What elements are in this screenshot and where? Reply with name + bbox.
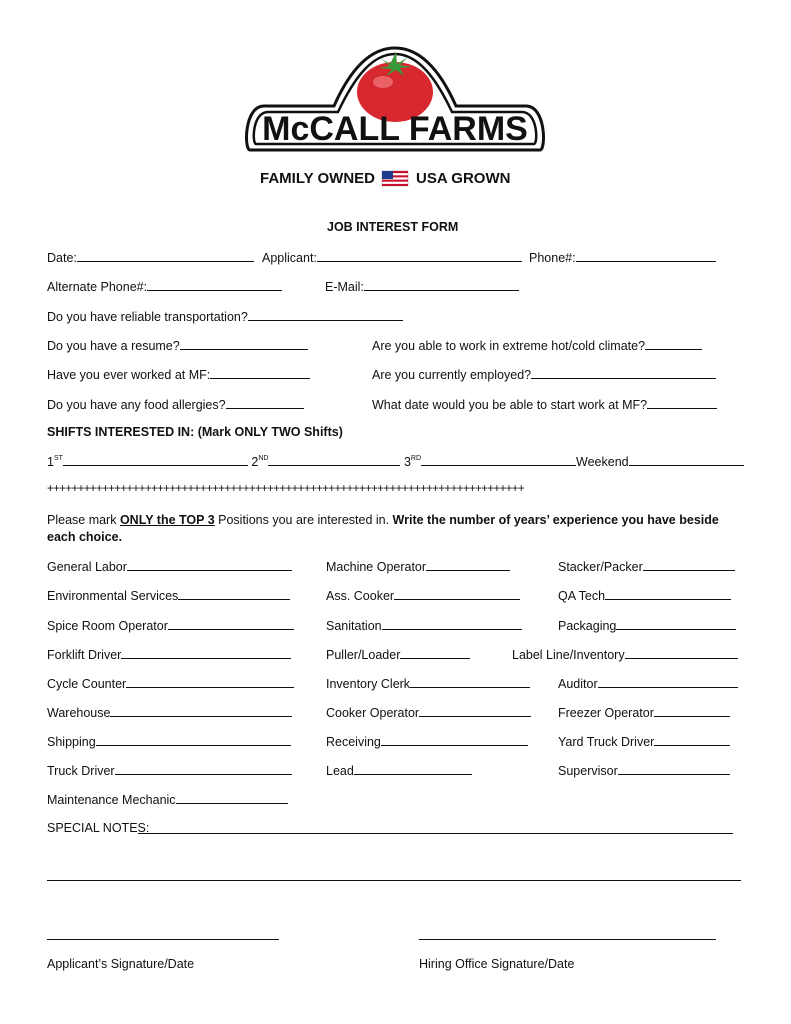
- applicant-signature-field[interactable]: [47, 939, 279, 940]
- position-general-labor: General Labor: [47, 559, 292, 574]
- position-sanitation: Sanitation: [326, 618, 522, 633]
- position-field[interactable]: [426, 559, 510, 571]
- position-field[interactable]: [654, 705, 730, 717]
- position-field[interactable]: [96, 734, 291, 746]
- shift-third-label: 3RD: [403, 455, 422, 469]
- resume-field[interactable]: [180, 338, 308, 350]
- date-field[interactable]: [77, 250, 254, 262]
- position-field[interactable]: [382, 618, 522, 630]
- position-field[interactable]: [394, 588, 520, 600]
- transport-field[interactable]: [248, 309, 403, 321]
- position-freezer-operator: Freezer Operator: [558, 705, 730, 720]
- phone-label: Phone#:: [529, 251, 576, 265]
- date-row: [47, 250, 254, 265]
- position-field[interactable]: [605, 588, 731, 600]
- position-environmental-services: Environmental Services: [47, 588, 290, 603]
- worked-row: [47, 367, 310, 382]
- shift-second-field[interactable]: [268, 454, 400, 466]
- position-cycle-counter: Cycle Counter: [47, 676, 294, 691]
- position-field[interactable]: [115, 763, 292, 775]
- position-field[interactable]: [176, 792, 288, 804]
- position-forklift-driver: Forklift Driver: [47, 647, 291, 662]
- shift-first-label: 1ST: [47, 455, 63, 469]
- email-field[interactable]: [364, 279, 519, 291]
- alt-phone-label: Alternate Phone#:: [47, 280, 148, 294]
- shifts-heading: SHIFTS INTERESTED IN: (Mark ONLY TWO Shifts): [47, 425, 343, 439]
- phone-row: [529, 250, 716, 265]
- shift-weekend-label: Weekend: [576, 455, 629, 469]
- allergies-label: Do you have any food allergies?: [47, 398, 226, 412]
- instructions-line-2: each choice.: [47, 530, 123, 544]
- applicant-label: Applicant:: [262, 251, 317, 265]
- transport-label: Do you have reliable transportation?: [47, 310, 248, 324]
- climate-field[interactable]: [645, 338, 702, 350]
- employed-label: Are you currently employed?: [372, 368, 532, 382]
- special-notes-label: SPECIAL NOTES:: [47, 821, 150, 835]
- allergies-field[interactable]: [226, 397, 304, 409]
- form-title: JOB INTEREST FORM: [327, 220, 459, 234]
- applicant-field[interactable]: [317, 250, 522, 262]
- position-lead: Lead: [326, 763, 472, 778]
- position-field[interactable]: [126, 676, 294, 688]
- resume-row: [47, 338, 308, 353]
- position-field[interactable]: [178, 588, 290, 600]
- brand-name: McCALL FARMS: [262, 110, 528, 148]
- position-field[interactable]: [643, 559, 735, 571]
- position-field[interactable]: [110, 705, 292, 717]
- date-label: Date:: [47, 251, 77, 265]
- position-shipping: Shipping: [47, 734, 291, 749]
- start-date-row: [372, 397, 717, 412]
- phone-field[interactable]: [576, 250, 716, 262]
- position-stacker-packer: Stacker/Packer: [558, 559, 735, 574]
- employed-field[interactable]: [531, 367, 716, 379]
- tagline-right: USA GROWN: [416, 170, 511, 187]
- allergies-row: [47, 397, 304, 412]
- alt-phone-row: [47, 279, 282, 294]
- transport-row: [47, 309, 403, 324]
- position-field[interactable]: [410, 676, 530, 688]
- shifts-row: [47, 454, 744, 469]
- position-yard-truck-driver: Yard Truck Driver: [558, 734, 730, 749]
- employed-row: [372, 367, 716, 382]
- start-date-field[interactable]: [647, 397, 717, 409]
- position-field[interactable]: [618, 763, 730, 775]
- position-machine-operator: Machine Operator: [326, 559, 510, 574]
- position-field[interactable]: [168, 618, 294, 630]
- position-field[interactable]: [121, 647, 291, 659]
- position-field[interactable]: [127, 559, 292, 571]
- hiring-signature-label: Hiring Office Signature/Date: [419, 957, 575, 971]
- alt-phone-field[interactable]: [147, 279, 282, 291]
- position-field[interactable]: [381, 734, 528, 746]
- resume-label: Do you have a resume?: [47, 339, 180, 353]
- position-label-line-inventory: Label Line/Inventory: [512, 647, 738, 662]
- climate-row: [372, 338, 702, 353]
- position-ass-cooker: Ass. Cooker: [326, 588, 520, 603]
- tagline-left: FAMILY OWNED: [259, 170, 375, 187]
- applicant-row: [262, 250, 522, 265]
- shift-third-field[interactable]: [421, 454, 576, 466]
- position-field[interactable]: [654, 734, 730, 746]
- position-field[interactable]: [400, 647, 470, 659]
- applicant-signature-label: Applicant’s Signature/Date: [47, 957, 195, 971]
- position-inventory-clerk: Inventory Clerk: [326, 676, 530, 691]
- position-maintenance-mechanic: Maintenance Mechanic: [47, 792, 288, 807]
- position-spice-room-operator: Spice Room Operator: [47, 618, 294, 633]
- shift-first-field[interactable]: [63, 454, 248, 466]
- position-truck-driver: Truck Driver: [47, 763, 292, 778]
- climate-label: Are you able to work in extreme hot/cold climate?: [372, 339, 646, 353]
- shift-weekend-field[interactable]: [629, 454, 744, 466]
- position-field[interactable]: [354, 763, 472, 775]
- position-receiving: Receiving: [326, 734, 528, 749]
- position-field[interactable]: [625, 647, 738, 659]
- email-row: [325, 279, 519, 294]
- position-cooker-operator: Cooker Operator: [326, 705, 531, 720]
- position-auditor: Auditor: [558, 676, 738, 691]
- position-warehouse: Warehouse: [47, 705, 292, 720]
- us-flag-icon: [382, 171, 408, 186]
- mccall-farms-logo: [240, 40, 550, 190]
- position-puller-loader: Puller/Loader: [326, 647, 470, 662]
- position-field[interactable]: [598, 676, 738, 688]
- instructions-line-1: Please mark ONLY the TOP 3 Positions you are interested in. Write the number of years’ experience you have beside: [47, 513, 719, 527]
- position-supervisor: Supervisor: [558, 763, 730, 778]
- position-field[interactable]: [419, 705, 531, 717]
- special-notes-field[interactable]: [138, 833, 733, 834]
- worked-field[interactable]: [210, 367, 310, 379]
- worked-label: Have you ever worked at MF:: [47, 368, 211, 382]
- start-date-label: What date would you be able to start work at MF?: [372, 398, 648, 412]
- hiring-signature-field[interactable]: [419, 939, 716, 940]
- position-qa-tech: QA Tech: [558, 588, 731, 603]
- position-packaging: Packaging: [558, 618, 736, 633]
- special-notes-field-line-2[interactable]: [47, 880, 741, 881]
- separator-line: ++++++++++++++++++++++++++++++++++++++++++++++++++++++++++++++++++++++++++++++: [47, 483, 525, 495]
- email-label: E-Mail:: [325, 280, 364, 294]
- shift-second-label: 2ND: [251, 455, 269, 469]
- position-field[interactable]: [616, 618, 736, 630]
